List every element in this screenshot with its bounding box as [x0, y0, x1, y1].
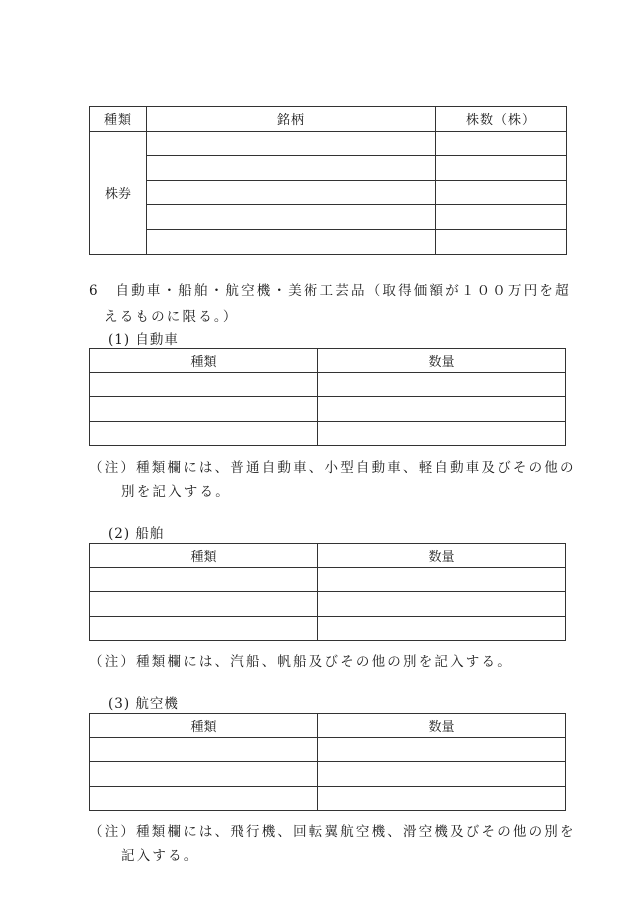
sub1-title: (1) 自動車	[108, 332, 179, 348]
automobile-table	[89, 348, 566, 446]
section6-line1: 6 自動車・船舶・航空機・美術工芸品（取得価額が１００万円を超	[89, 283, 571, 299]
section6-line2: えるものに限る。）	[104, 309, 239, 325]
header-type: 種類	[90, 349, 318, 373]
brand-cell[interactable]	[147, 229, 436, 254]
table-row	[90, 180, 567, 205]
sub2-title: (2) 船舶	[108, 526, 165, 542]
header-type: 種類	[90, 544, 318, 568]
type-cell[interactable]	[90, 397, 318, 421]
header-type: 種類	[90, 107, 147, 132]
sub3-note-line1: （注）種類欄には、飛行機、回転翼航空機、滑空機及びその他の別を	[89, 824, 576, 840]
header-shares: 株数（株）	[436, 107, 567, 132]
table-row	[90, 205, 567, 230]
sub1-note-line1: （注）種類欄には、普通自動車、小型自動車、軽自動車及びその他の	[89, 460, 576, 476]
table-row	[90, 131, 567, 156]
table-row	[90, 156, 567, 181]
type-cell[interactable]	[90, 373, 318, 397]
sub3-title: (3) 航空機	[108, 696, 179, 712]
aircraft-table	[89, 713, 566, 811]
shares-cell[interactable]	[436, 156, 567, 181]
type-cell[interactable]	[90, 762, 318, 786]
shares-cell[interactable]	[436, 205, 567, 230]
type-cell[interactable]	[90, 421, 318, 445]
table-header	[90, 714, 566, 738]
table-row	[90, 373, 566, 397]
quantity-cell[interactable]	[318, 616, 566, 640]
type-cell[interactable]	[90, 786, 318, 810]
table-row	[90, 229, 567, 254]
brand-cell[interactable]	[147, 180, 436, 205]
sub3-note-line2: 記入する。	[121, 848, 200, 864]
shares-cell[interactable]	[436, 180, 567, 205]
table-row	[90, 738, 566, 762]
table-row	[90, 786, 566, 810]
quantity-cell[interactable]	[318, 568, 566, 592]
sub2-note-line1: （注）種類欄には、汽船、帆船及びその他の別を記入する。	[89, 654, 513, 670]
type-cell[interactable]	[90, 568, 318, 592]
quantity-cell[interactable]	[318, 762, 566, 786]
quantity-cell[interactable]	[318, 738, 566, 762]
table-row	[90, 568, 566, 592]
quantity-cell[interactable]	[318, 786, 566, 810]
quantity-cell[interactable]	[318, 421, 566, 445]
table-header	[90, 544, 566, 568]
shares-cell[interactable]	[436, 229, 567, 254]
header-type: 種類	[90, 714, 318, 738]
table-row	[90, 421, 566, 445]
ship-table	[89, 543, 566, 641]
stock-table	[89, 106, 567, 255]
type-cell[interactable]	[90, 738, 318, 762]
table-row	[90, 592, 566, 616]
stock-table-header	[90, 107, 567, 132]
type-cell[interactable]	[90, 592, 318, 616]
table-row	[90, 616, 566, 640]
brand-cell[interactable]	[147, 205, 436, 230]
sub1-note-line2: 別を記入する。	[121, 484, 231, 500]
quantity-cell[interactable]	[318, 592, 566, 616]
header-quantity: 数量	[318, 544, 566, 568]
table-row	[90, 397, 566, 421]
header-quantity: 数量	[318, 349, 566, 373]
type-cell[interactable]	[90, 616, 318, 640]
quantity-cell[interactable]	[318, 373, 566, 397]
table-header	[90, 349, 566, 373]
table-row	[90, 762, 566, 786]
brand-cell[interactable]	[147, 131, 436, 156]
header-quantity: 数量	[318, 714, 566, 738]
quantity-cell[interactable]	[318, 397, 566, 421]
header-brand: 銘柄	[147, 107, 436, 132]
category-stock: 株券	[90, 131, 147, 254]
shares-cell[interactable]	[436, 131, 567, 156]
brand-cell[interactable]	[147, 156, 436, 181]
